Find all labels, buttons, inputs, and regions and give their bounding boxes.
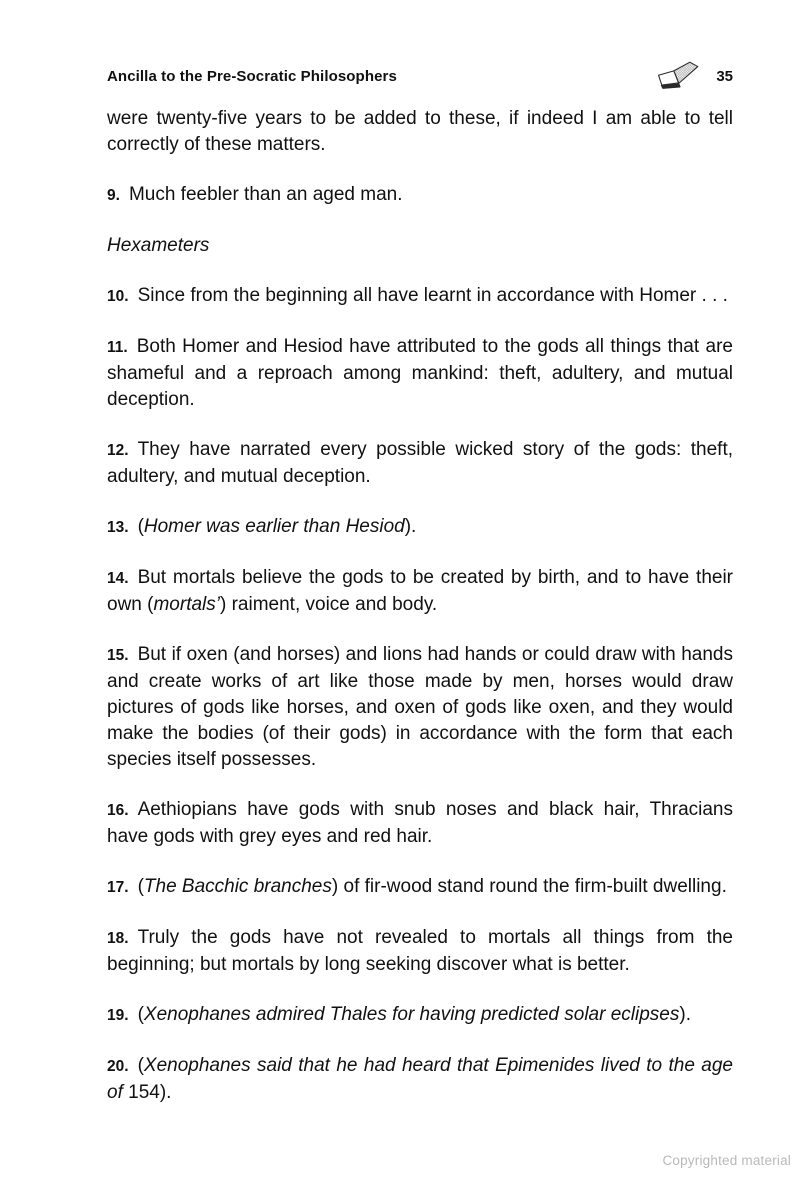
fragment-text: Much feebler than an aged man. — [128, 184, 403, 205]
fragment-text: ( — [137, 1004, 144, 1025]
section-heading: Hexameters — [107, 235, 210, 256]
fragment-text: ). — [404, 516, 417, 537]
copyright-watermark: Copyrighted material — [662, 1153, 791, 1168]
fragment-text: Truly the gods have not revealed to mortals all things from the beginning; but mortals by long seeking discover what is better. — [107, 927, 733, 975]
fragment-14 — [107, 565, 733, 618]
fragment-number: 18. — [107, 930, 129, 947]
fragment-text: They have narrated every possible wicked story of the gods: theft, adultery, and mutual deception. — [107, 439, 733, 487]
fragment-number: 9. — [107, 187, 120, 204]
fragment-number: 19. — [107, 1007, 129, 1024]
page-header — [107, 60, 733, 92]
fragment-17 — [107, 874, 733, 901]
fragment-italic-text: Homer was earlier than Hesiod — [143, 516, 405, 537]
header-right-group — [652, 60, 733, 92]
fragment-10 — [107, 283, 733, 310]
paragraph-text: were twenty-five years to be added to these, if indeed I am able to tell correctly of these matters. — [107, 108, 733, 155]
fragment-16 — [107, 797, 733, 850]
fragment-text: Aethiopians have gods with snub noses and black hair, Thracians have gods with grey eyes and red hair. — [107, 799, 733, 847]
running-head-title: Ancilla to the Pre-Socratic Philosophers — [107, 67, 397, 85]
fragment-number: 15. — [107, 647, 129, 664]
fragment-italic-text: mortals’ — [153, 594, 220, 615]
fragment-text: ) raiment, voice and body. — [219, 594, 438, 615]
fragment-number: 17. — [107, 879, 129, 896]
fragment-15 — [107, 642, 733, 773]
fragment-20 — [107, 1053, 733, 1106]
fragment-19 — [107, 1002, 733, 1029]
open-book-icon — [652, 60, 700, 92]
fragment-text: ( — [137, 1055, 144, 1076]
fragment-text: Both Homer and Hesiod have attributed to the gods all things that are shameful and a reproach among mankind: theft, adultery, and mutual deception. — [107, 336, 733, 410]
fragment-number: 10. — [107, 288, 129, 305]
page-number: 35 — [716, 67, 733, 85]
fragment-number: 16. — [107, 802, 129, 819]
page-body — [107, 106, 733, 1106]
fragment-italic-text: The Bacchic branches — [143, 876, 332, 897]
fragment-number: 11. — [107, 339, 128, 356]
fragment-text: But mortals believe the gods to be created by birth, and to have their own ( — [107, 567, 733, 615]
fragment-13 — [107, 514, 733, 541]
fragment-text: ). — [679, 1004, 691, 1025]
fragment-number: 20. — [107, 1058, 129, 1075]
fragment-text: Since from the beginning all have learnt in accordance with Homer . . . — [137, 285, 728, 306]
fragment-text: 154). — [122, 1082, 172, 1103]
fragment-italic-text: Xenophanes admired Thales for having predicted solar eclipses — [143, 1004, 680, 1025]
fragment-number: 13. — [107, 519, 129, 536]
fragment-9 — [107, 182, 733, 209]
fragment-text: ( — [137, 516, 144, 537]
fragment-12 — [107, 437, 733, 490]
fragment-18 — [107, 925, 733, 978]
fragment-number: 14. — [107, 570, 129, 587]
fragment-number: 12. — [107, 442, 129, 459]
paragraph-continuation — [107, 106, 733, 158]
fragment-text: ( — [137, 876, 144, 897]
fragment-text: But if oxen (and horses) and lions had hands or could draw with hands and create works of art like those made by men, horses would draw pictures of gods like horses, and oxen of gods like oxen, and they would make the bodies (of their gods) in accordance with the form that each species itself possesses. — [107, 644, 733, 770]
fragment-11 — [107, 334, 733, 413]
fragment-italic-text: Xenophanes said that he had heard that Epimenides lived to the age of — [107, 1055, 733, 1103]
fragment-text: ) of fir-wood stand round the firm-built dwelling. — [331, 876, 727, 897]
